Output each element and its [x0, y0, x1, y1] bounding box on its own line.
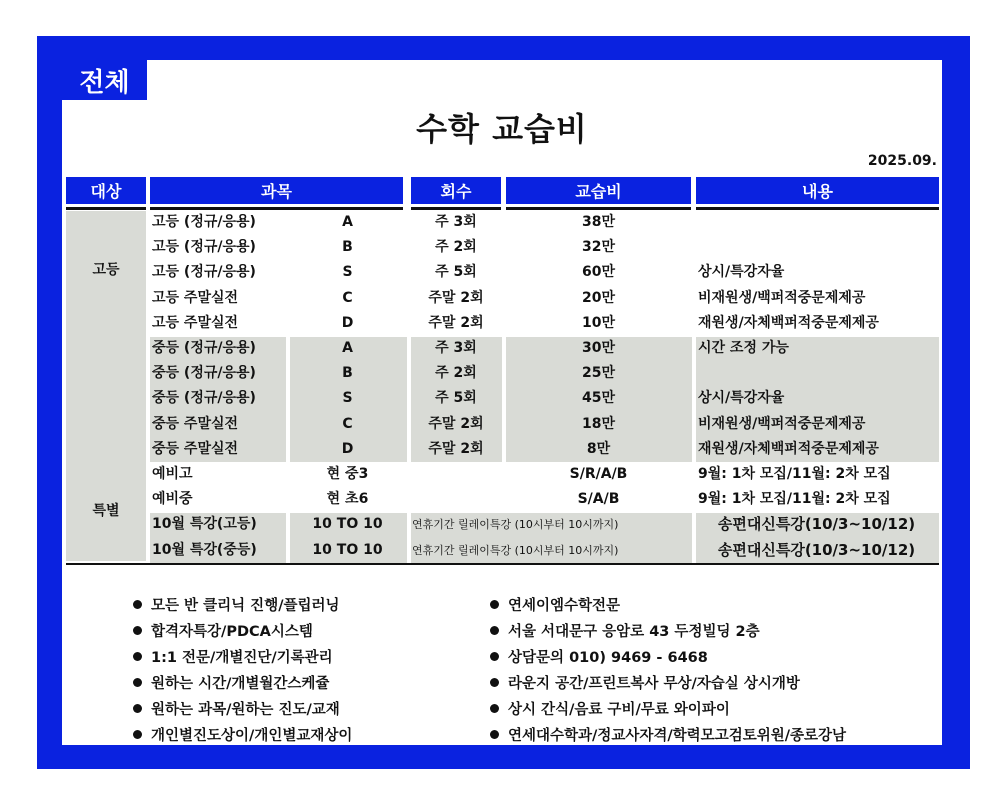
level-cell: C [342, 289, 353, 306]
category-badge: 전체 [62, 60, 147, 100]
bullet-item [133, 620, 313, 641]
frequency-cell: 주 3회 [435, 340, 477, 356]
level-cell: A [342, 214, 353, 230]
bullet-text: 서울 서대문구 응암로 43 두정빌딩 2층 [508, 624, 760, 640]
rule [66, 207, 146, 210]
header-fee: 교습비 [506, 177, 691, 204]
note-cell: 상시/특강자율 [698, 390, 785, 407]
bullet-item [490, 698, 730, 719]
note-cell: 재원생/자체백퍼적중문제제공 [698, 314, 879, 331]
date-label: 2025.09. [867, 153, 937, 169]
bullet-dot-icon [133, 730, 142, 739]
note-cell: 9월: 1차 모집/11월: 2차 모집 [698, 491, 891, 508]
subject-cell: 중등 주말실전 [152, 440, 239, 457]
bullet-text: 원하는 과목/원하는 진도/교재 [151, 702, 340, 718]
subject-cell: 고등 주말실전 [152, 314, 239, 331]
subject-cell: 고등 (정규/응용) [152, 239, 256, 256]
group-special: 특별 [92, 503, 120, 519]
bullet-item [490, 620, 760, 641]
frequency-cell: 주말 2회 [428, 415, 484, 432]
bullet-text: 라운지 공간/프린트복사 무상/자습실 상시개방 [508, 676, 800, 692]
bullet-text: 연세대수학과/정교사자격/학력모고검토위원/종로강남 [508, 728, 847, 744]
bullet-text: 1:1 전문/개별진단/기록관리 [151, 650, 333, 666]
bullet-dot-icon [133, 626, 142, 635]
level-cell: D [341, 314, 354, 331]
fee-cell: 38만 [581, 214, 615, 230]
bullet-item [133, 672, 329, 693]
header-target: 대상 [66, 177, 146, 204]
level-cell: B [342, 365, 353, 382]
bullet-dot-icon [133, 652, 142, 661]
bullet-dot-icon [133, 704, 142, 713]
bullet-dot-icon [133, 678, 142, 687]
level-cell: 10 TO 10 [312, 516, 383, 533]
frequency-cell: 주말 2회 [428, 440, 484, 457]
bullet-text: 원하는 시간/개별월간스케쥴 [151, 676, 330, 692]
fee-cell: 32만 [581, 239, 615, 256]
bullet-dot-icon [490, 704, 499, 713]
subject-cell: 고등 (정규/응용) [152, 214, 256, 230]
header-frequency: 회수 [411, 177, 501, 204]
bullet-item [490, 646, 708, 667]
subject-cell: 중등 (정규/응용) [152, 390, 256, 407]
subject-cell: 예비고 [152, 466, 193, 482]
note-cell: 시간 조정 가능 [698, 340, 789, 356]
page-title: 수학 교습비 [416, 110, 588, 148]
col-divider [407, 513, 411, 563]
fee-cell: 10만 [581, 314, 615, 331]
bullet-dot-icon [490, 652, 499, 661]
fee-cell: 8만 [586, 440, 611, 457]
rule [696, 207, 939, 210]
level-cell: D [341, 440, 354, 457]
header-content: 내용 [696, 177, 939, 204]
fee-cell: S/A/B [577, 491, 620, 508]
level-cell: 현 초6 [326, 491, 369, 508]
level-cell: A [342, 340, 353, 356]
note-cell: 9월: 1차 모집/11월: 2차 모집 [698, 466, 891, 482]
subject-cell: 10월 특강(고등) [152, 516, 257, 533]
subject-cell: 10월 특강(중등) [152, 541, 257, 558]
fee-cell: 18만 [581, 415, 615, 432]
bullet-item [490, 672, 800, 693]
note-cell: 송편대신특강(10/3~10/12) [717, 515, 916, 534]
note-cell: 재원생/자체백퍼적중문제제공 [698, 440, 879, 457]
header-subject: 과목 [150, 177, 403, 204]
subject-cell: 예비중 [152, 491, 193, 508]
subject-cell: 고등 주말실전 [152, 289, 239, 306]
bullet-text: 연세이엠수학전문 [508, 598, 621, 614]
fee-cell: 30만 [581, 340, 615, 356]
bullet-dot-icon [490, 678, 499, 687]
subject-cell: 중등 (정규/응용) [152, 365, 256, 382]
level-cell: 현 중3 [326, 466, 369, 482]
col-divider [692, 337, 696, 462]
group-high: 고등 [92, 262, 120, 278]
fee-cell: 60만 [581, 264, 615, 281]
bullet-item [133, 646, 333, 667]
bullet-text: 상담문의 010) 9469 - 6468 [508, 650, 708, 666]
level-cell: 10 TO 10 [312, 541, 383, 558]
fee-cell: 20만 [581, 289, 615, 306]
note-cell: 송편대신특강(10/3~10/12) [717, 540, 916, 559]
note-cell: 비재원생/백퍼적중문제제공 [698, 289, 866, 306]
bullet-item [133, 594, 340, 615]
level-cell: S [342, 390, 353, 407]
bullet-dot-icon [133, 600, 142, 609]
bullet-item [490, 724, 846, 745]
subject-cell: 중등 주말실전 [152, 415, 239, 432]
frequency-cell: 주 3회 [435, 214, 477, 230]
frequency-cell: 주 2회 [435, 365, 477, 382]
schedule-cell: 연휴기간 릴레이특강 (10시부터 10시까지) [412, 518, 619, 532]
bullet-item [133, 698, 340, 719]
bullet-text: 합격자특강/PDCA시스템 [151, 624, 313, 640]
subject-cell: 중등 (정규/응용) [152, 340, 256, 356]
level-cell: B [342, 239, 353, 256]
frequency-cell: 주 5회 [435, 264, 477, 281]
fee-cell: 25만 [581, 365, 615, 382]
note-cell: 비재원생/백퍼적중문제제공 [698, 415, 866, 432]
schedule-cell: 연휴기간 릴레이특강 (10시부터 10시까지) [412, 543, 619, 557]
bullet-item [133, 724, 352, 745]
fee-cell: 45만 [581, 390, 615, 407]
frequency-cell: 주말 2회 [428, 289, 484, 306]
bullet-dot-icon [490, 626, 499, 635]
rule [66, 563, 939, 565]
note-cell: 상시/특강자율 [698, 264, 785, 281]
bullet-dot-icon [490, 730, 499, 739]
bullet-dot-icon [490, 600, 499, 609]
bullet-text: 상시 간식/음료 구비/무료 와이파이 [508, 702, 730, 718]
fee-cell: S/R/A/B [569, 466, 628, 482]
level-cell: C [342, 415, 353, 432]
bullet-text: 모든 반 클리닉 진행/플립러닝 [151, 598, 340, 614]
frequency-cell: 주 2회 [435, 239, 477, 256]
frequency-cell: 주 5회 [435, 390, 477, 407]
bullet-text: 개인별진도상이/개인별교재상이 [151, 728, 353, 744]
level-cell: S [342, 264, 353, 281]
subject-cell: 고등 (정규/응용) [152, 264, 256, 281]
bullet-item [490, 594, 620, 615]
frequency-cell: 주말 2회 [428, 314, 484, 331]
